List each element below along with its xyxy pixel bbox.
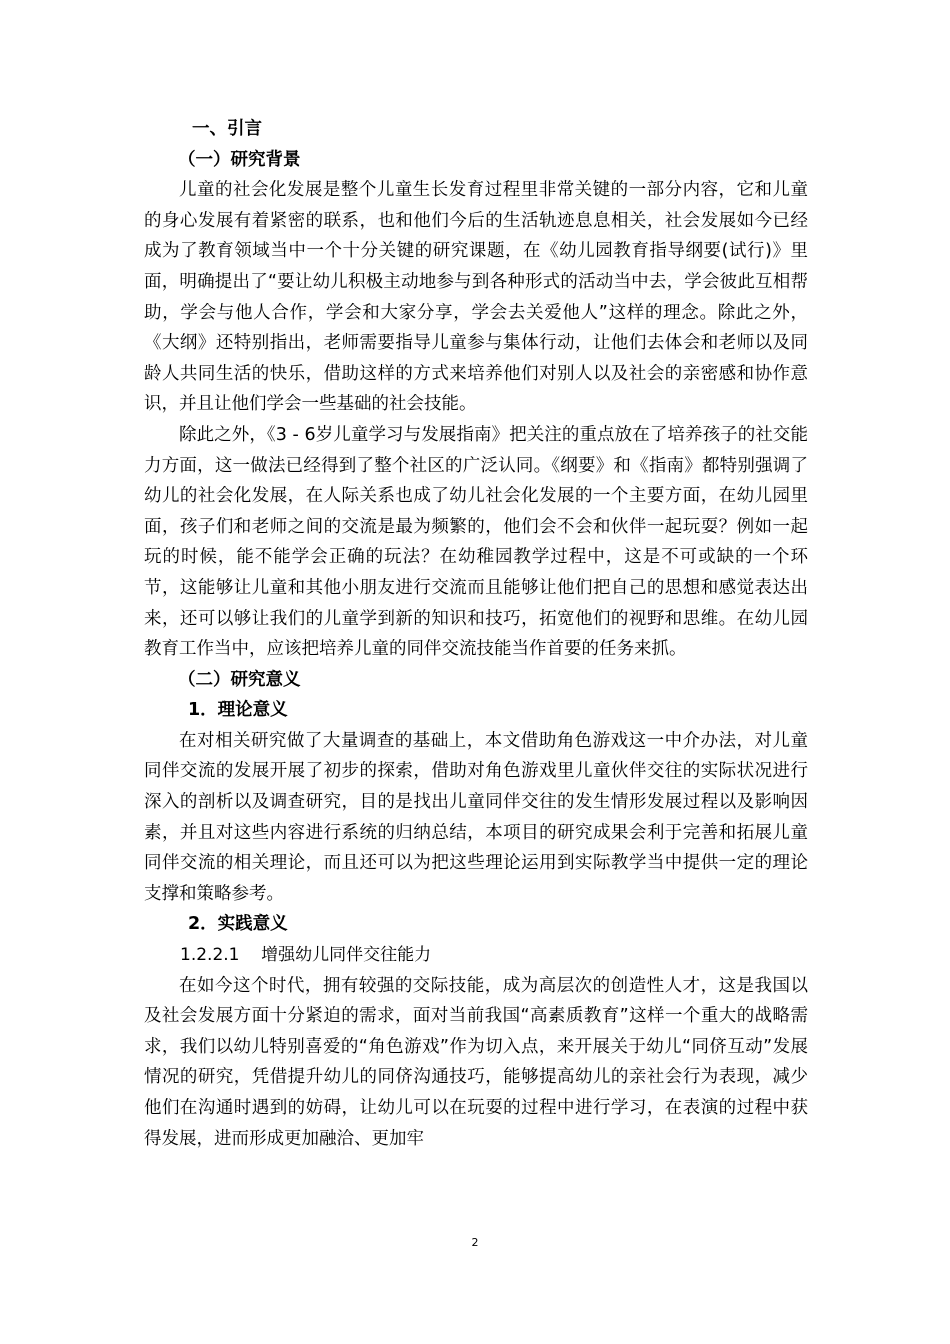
heading-research-background: （一）研究背景 [178,149,301,170]
heading-theoretical-significance: 1．理论意义 [188,700,288,721]
paragraph-background-2: 除此之外，《3 - 6岁儿童学习与发展指南》把关注的重点放在了培养孩子的社交能力方面，这一做法已经得到了整个社区的广泛认同。《纲要》和《指南》都特别强调了幼儿的社会化发展，在人际关系也成了幼儿社会化发展的一个主要方面，在幼儿园里面，孩子们和老师之间的交流是最为频繁的，他们会不会和伙伴一起玩耍？例如一起玩的时候，能不能学会正确的玩法？在幼稚园教学过程中，这是不可或缺的一个环节，这能够让儿童和其他小朋友进行交流而且能够让他们把自己的思想和感觉表达出来，还可以够让我们的儿童学到新的知识和技巧，拓宽他们的视野和思维。在幼儿园教育工作当中，应该把培养儿童的同伴交流技能当作首要的任务来抓。 [144,424,808,660]
subheading-peer-interaction: 1.2.2.1 增强幼儿同伴交往能力 [180,945,432,966]
page-content [144,114,808,1154]
heading-introduction: 一、引言 [192,119,262,139]
page-number: 2 [471,1236,479,1249]
heading-research-significance: （二）研究意义 [178,669,301,690]
paragraph-background-1: 儿童的社会化发展是整个儿童生长发育过程里非常关键的一部分内容，它和儿童的身心发展有着紧密的联系，也和他们今后的生活轨迹息息相关，社会发展如今已经成为了教育领域当中一个十分关键的研究课题，在《幼儿园教育指导纲要(试行)》里面，明确提出了“要让幼儿积极主动地参与到各种形式的活动当中去，学会彼此互相帮助，学会与他人合作，学会和大家分享，学会去关爱他人”这样的理念。除此之外，《大纲》还特别指出，老师需要指导儿童参与集体行动，让他们去体会和老师以及同龄人共同生活的快乐，借助这样的方式来培养他们对别人以及社会的亲密感和协作意识，并且让他们学会一些基础的社会技能。 [144,180,808,415]
paragraph-theoretical-significance: 在对相关研究做了大量调查的基础上，本文借助角色游戏这一中介办法，对儿童同伴交流的发展开展了初步的探索，借助对角色游戏里儿童伙伴交往的实际状况进行深入的剖析以及调查研究，目的是找出儿童同伴交往的发生情形发展过程以及影响因素，并且对这些内容进行系统的归纳总结，本项目的研究成果会利于完善和拓展儿童同伴交流的相关理论，而且还可以为把这些理论运用到实际教学当中提供一定的理论支撑和策略参考。 [144,730,808,904]
paragraph-practical-significance: 在如今这个时代，拥有较强的交际技能，成为高层次的创造性人才，这是我国以及社会发展方面十分紧迫的需求，面对当前我国“高素质教育”这样一个重大的战略需求，我们以幼儿特别喜爱的“角色游戏”作为切入点，来开展关于幼儿“同侪互动”发展情况的研究，凭借提升幼儿的同侪沟通技巧，能够提高幼儿的亲社会行为表现，减少他们在沟通时遇到的妨碍，让幼儿可以在玩耍的过程中进行学习，在表演的过程中获得发展，进而形成更加融洽、更加牢 [144,975,808,1149]
heading-practical-significance: 2．实践意义 [188,914,288,935]
